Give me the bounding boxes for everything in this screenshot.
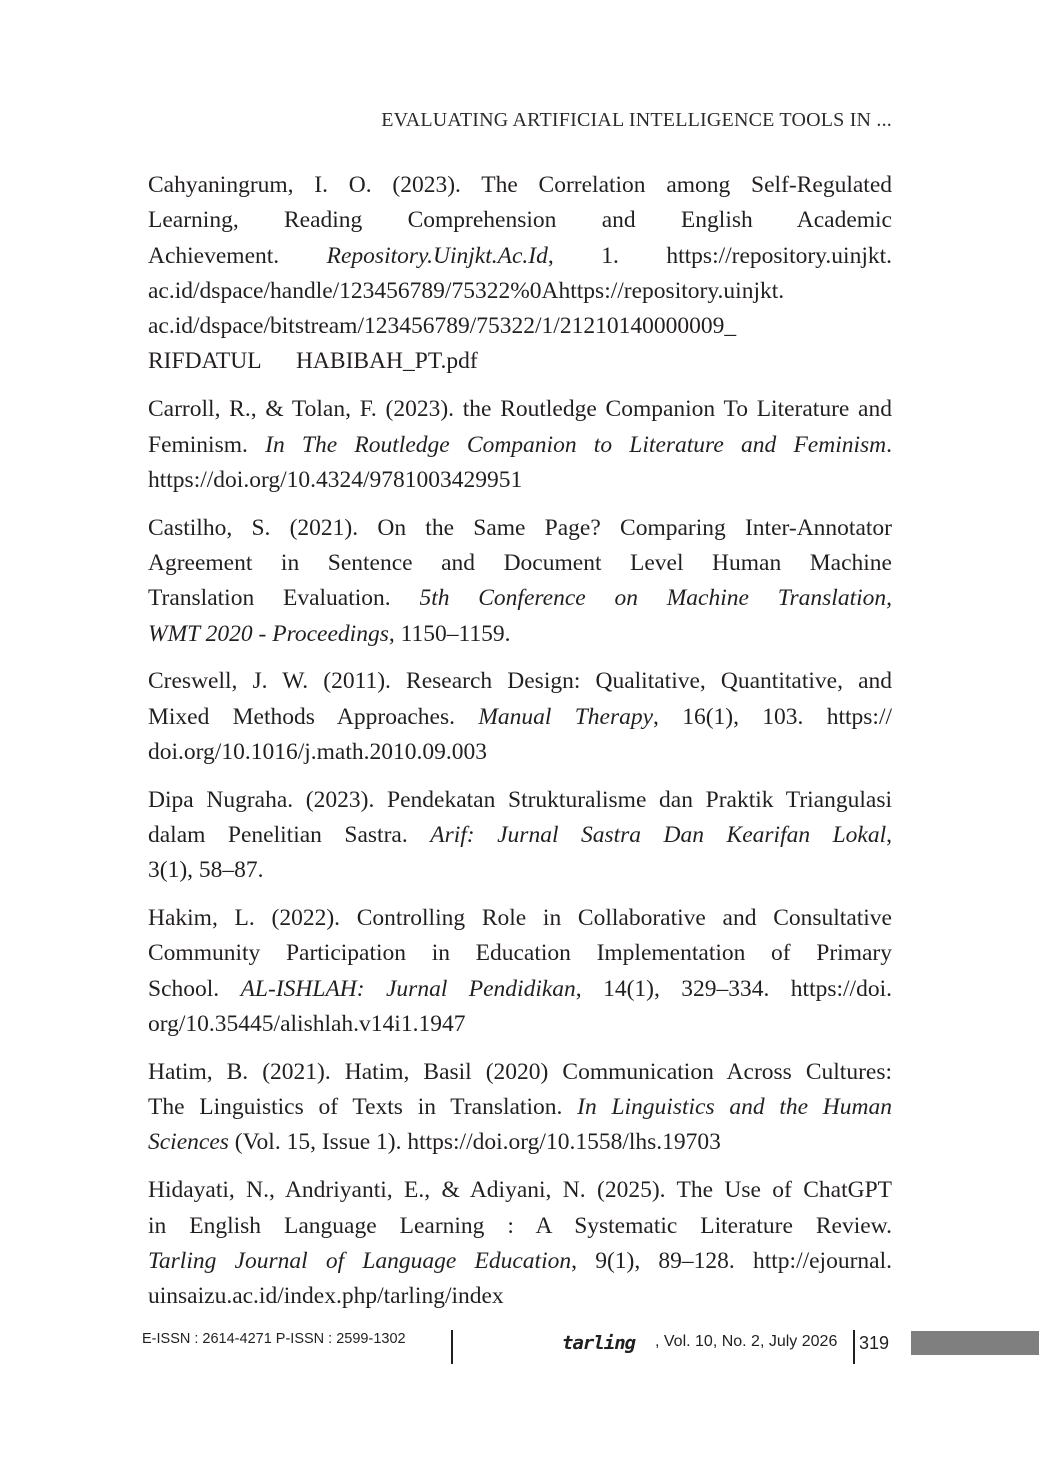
running-head-title: EVALUATING ARTIFICIAL INTELLIGENCE TOOLS IN ... — [381, 109, 892, 131]
reference-line — [148, 309, 892, 344]
reference-text: Cahyaningrum, I. O. (2023). The Correlation among Self-Regulated — [148, 172, 892, 198]
reference-text: dalam Penelitian Sastra. — [148, 822, 431, 849]
reference-line — [148, 546, 892, 581]
reference-line — [148, 700, 892, 735]
reference-line — [148, 511, 892, 546]
reference-line — [148, 664, 892, 699]
reference-text: doi.org/10.1016/j.math.2010.09.003 — [148, 738, 488, 765]
reference-text: Dipa Nugraha. (2023). Pendekatan Strukturalisme dan Praktik Triangulasi — [148, 786, 892, 813]
reference-entry — [148, 783, 892, 889]
reference-text: Learning, Reading Comprehension and English Academic — [148, 207, 892, 234]
reference-text: org/10.35445/alishlah.v14i1.1947 — [148, 1011, 466, 1038]
page-number: 319 — [859, 1333, 890, 1353]
reference-line — [148, 428, 893, 463]
reference-text: (Vol. 15, Issue 1). https://doi.org/10.1558/lhs.19703 — [228, 1129, 721, 1156]
reference-source-title: In Linguistics and the Human — [577, 1094, 893, 1121]
footer-issn: E-ISSN : 2614-4271 P-ISSN : 2599-1302 — [142, 1331, 406, 1347]
reference-line — [148, 344, 892, 379]
reference-source-title: Repository.Uinjkt.Ac.Id — [326, 242, 548, 269]
reference-line — [148, 274, 892, 309]
reference-line — [148, 392, 892, 427]
reference-source-title: Tarling Journal of Language Education — [148, 1247, 572, 1274]
reference-line — [148, 818, 893, 853]
reference-text: , 1150–1159. — [388, 620, 511, 647]
footer-journal-info: , Vol. 10, No. 2, July 2026 — [655, 1333, 838, 1350]
reference-text: , — [886, 822, 893, 849]
footer-page-tab — [911, 1331, 1039, 1355]
reference-text: Agreement in Sentence and Document Level Human Machine — [148, 549, 892, 576]
reference-line — [148, 239, 892, 274]
reference-text: Castilho, S. (2021). On the Same Page? Comparing Inter-Annotator — [148, 514, 892, 541]
reference-text: , 16(1), 103. https:// — [653, 703, 892, 730]
reference-text: Hakim, L. (2022). Controlling Role in Collaborative and Consultative — [148, 905, 892, 932]
reference-line — [148, 168, 892, 203]
reference-entry — [148, 901, 892, 1042]
reference-text: Community Participation in Education Implementation of Primary — [148, 940, 892, 967]
reference-source-title: Sciences — [148, 1129, 229, 1156]
reference-text: uinsaizu.ac.id/index.php/tarling/index — [148, 1283, 504, 1310]
reference-text: School. — [148, 975, 241, 1002]
reference-line — [148, 581, 892, 616]
reference-entry — [148, 1173, 892, 1314]
reference-line — [148, 1244, 892, 1279]
reference-entry — [148, 392, 892, 498]
reference-line — [148, 203, 892, 238]
reference-source-title: Arif: Jurnal Sastra Dan Kearifan Lokal — [430, 822, 887, 849]
reference-line — [148, 617, 892, 652]
reference-line — [148, 1125, 892, 1160]
reference-text: ac.id/dspace/bitstream/123456789/75322/1/21210140000009_ — [148, 313, 737, 340]
reference-line — [148, 972, 892, 1007]
reference-text: , 1. https://repository.uinjkt. — [547, 242, 892, 269]
reference-text: RIFDATUL HABIBAH_PT.pdf — [148, 348, 478, 375]
reference-entry — [148, 168, 892, 380]
reference-line — [148, 1173, 892, 1208]
reference-line — [148, 901, 892, 936]
reference-text: Mixed Methods Approaches. — [148, 703, 479, 730]
reference-source-title: WMT 2020 - Proceedings — [148, 620, 389, 647]
reference-source-title: AL-ISHLAH: Jurnal Pendidikan — [240, 975, 576, 1002]
reference-line — [148, 1090, 893, 1125]
reference-text: , 9(1), 89–128. http://ejournal. — [571, 1247, 892, 1274]
reference-text: Achievement. — [148, 242, 327, 269]
reference-text: ac.id/dspace/handle/123456789/75322%0Ahttps://repository.uinjkt. — [148, 277, 785, 304]
reference-line — [148, 853, 892, 888]
reference-text: Translation Evaluation. — [148, 585, 420, 612]
reference-list — [148, 168, 892, 1327]
reference-source-title: Manual Therapy — [478, 703, 654, 730]
journal-logo: tarling — [562, 1332, 636, 1354]
reference-source-title: In The Routledge Companion to Literature and Feminism — [265, 431, 887, 458]
reference-text: The Linguistics of Texts in Translation. — [148, 1094, 578, 1121]
reference-line — [148, 936, 892, 971]
reference-line — [148, 783, 892, 818]
reference-text: Feminism. — [148, 431, 266, 458]
reference-text: Hatim, B. (2021). Hatim, Basil (2020) Communication Across Cultures: — [148, 1058, 892, 1085]
reference-line — [148, 1279, 892, 1314]
reference-entry — [148, 664, 892, 770]
reference-text: , 14(1), 329–334. https://doi. — [575, 975, 892, 1002]
reference-line — [148, 1209, 892, 1244]
footer-divider-right — [853, 1330, 855, 1364]
reference-text: Carroll, R., & Tolan, F. (2023). the Routledge Companion To Literature and — [148, 396, 892, 423]
reference-text: in English Language Learning : A Systematic Literature Review. — [148, 1212, 892, 1239]
reference-text: Hidayati, N., Andriyanti, E., & Adiyani, N. (2025). The Use of ChatGPT — [148, 1177, 892, 1204]
reference-entry — [148, 1055, 892, 1161]
reference-line — [148, 463, 892, 498]
reference-source-title: 5th Conference on Machine Translation, — [419, 585, 892, 612]
reference-entry — [148, 511, 892, 652]
reference-text: https://doi.org/10.4324/9781003429951 — [148, 466, 523, 493]
reference-line — [148, 1007, 892, 1042]
reference-text: 3(1), 58–87. — [148, 857, 264, 884]
reference-text: . — [886, 431, 893, 458]
reference-text: Creswell, J. W. (2011). Research Design: Qualitative, Quantitative, and — [148, 668, 892, 695]
reference-line — [148, 735, 892, 770]
reference-line — [148, 1055, 892, 1090]
footer-divider-left — [451, 1330, 453, 1364]
